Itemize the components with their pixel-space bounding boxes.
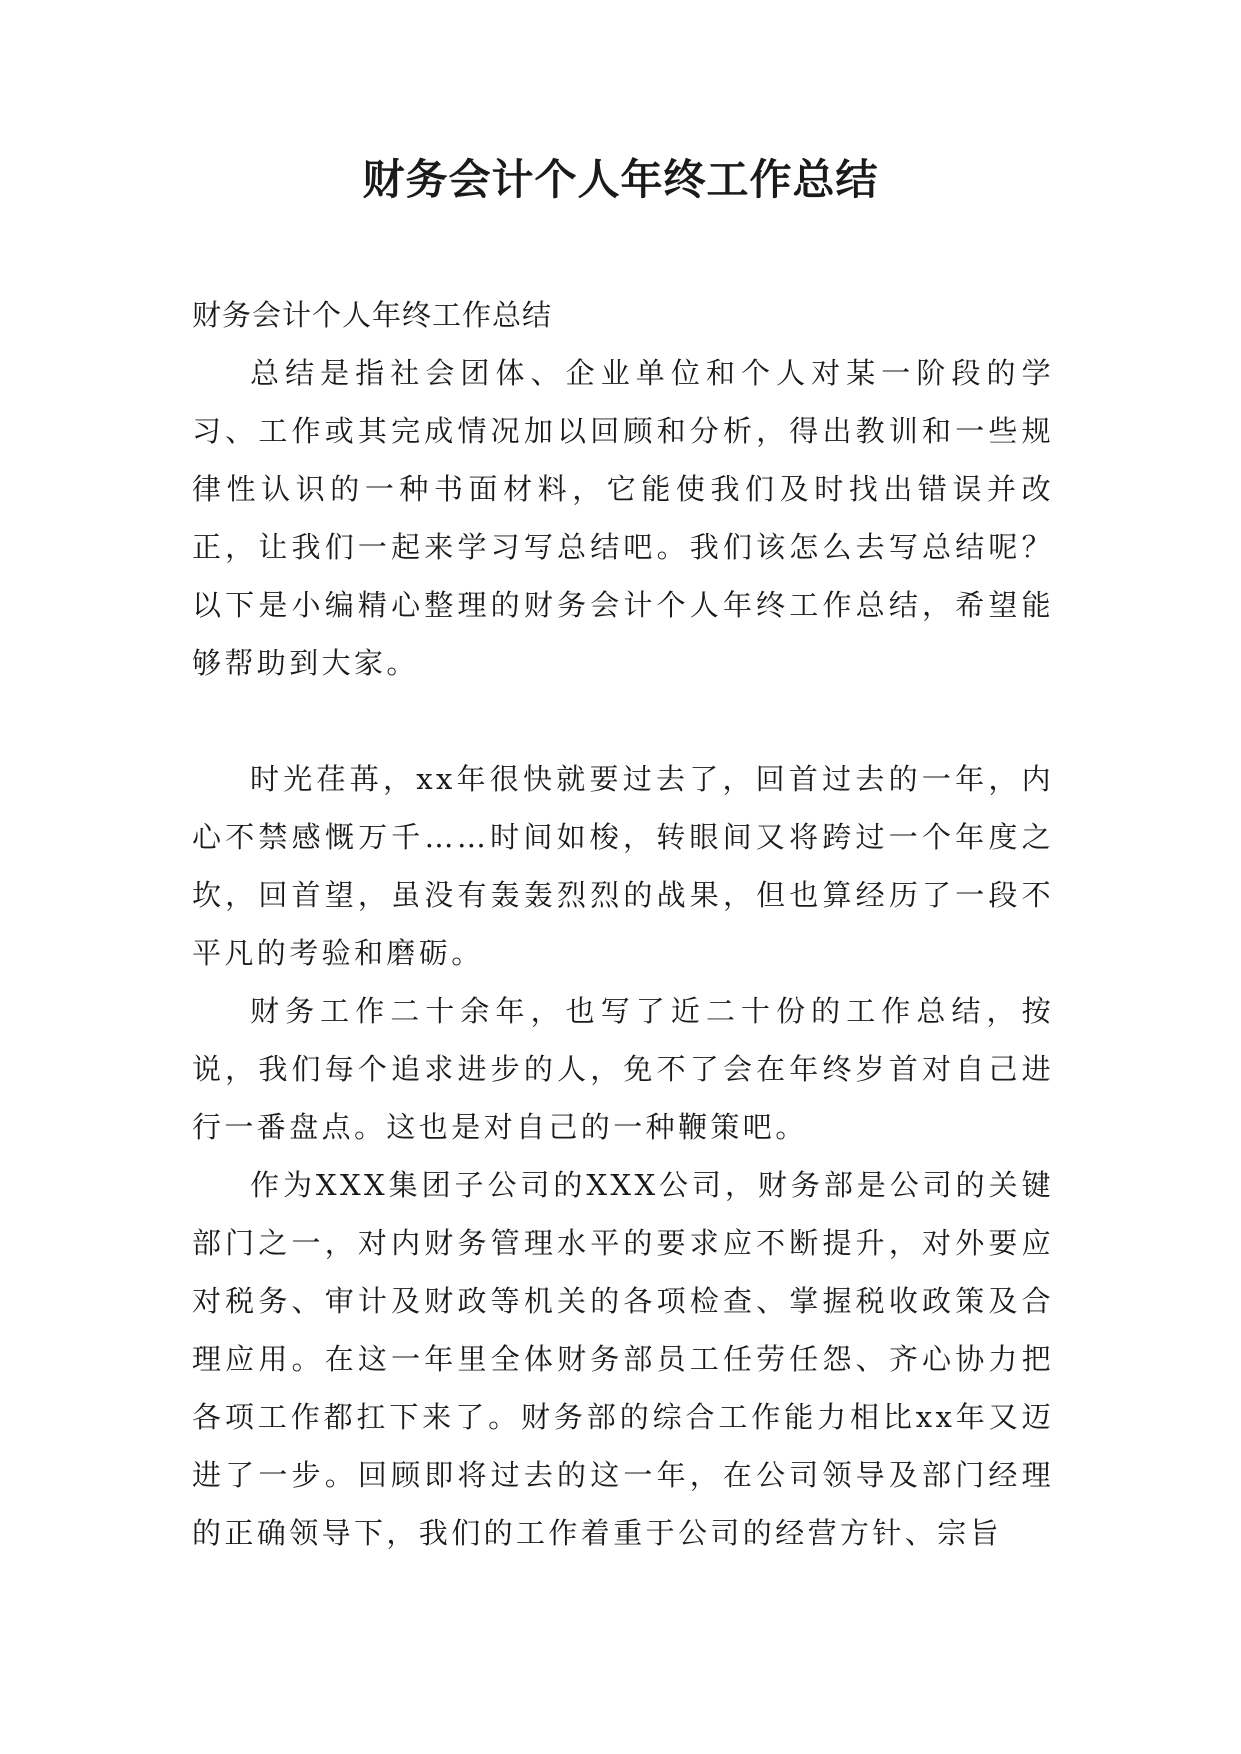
document-title: 财务会计个人年终工作总结 <box>362 155 879 204</box>
paragraph-experience: 财务工作二十余年，也写了近二十份的工作总结，按说，我们每个追求进步的人，免不了会在年终岁首对自己进行一番盘点。这也是对自己的一种鞭策吧。 <box>192 994 1054 1144</box>
paragraph-intro: 总结是指社会团体、企业单位和个人对某一阶段的学习、工作或其完成情况加以回顾和分析，得出教训和一些规律性认识的一种书面材料，它能使我们及时找出错误并改正，让我们一起来学习写总结吧。我们该怎么去写总结呢？以下是小编精心整理的财务会计个人年终工作总结，希望能够帮助到大家。 <box>192 356 1054 680</box>
document-body <box>192 286 1054 1562</box>
paragraph-reflection: 时光荏苒，xx年很快就要过去了，回首过去的一年，内心不禁感慨万千……时间如梭，转眼间又将跨过一个年度之坎，回首望，虽没有轰轰烈烈的战果，但也算经历了一段不平凡的考验和磨砺。 <box>192 762 1054 970</box>
paragraph-spacer <box>192 692 1054 750</box>
document-subtitle: 财务会计个人年终工作总结 <box>192 298 553 332</box>
paragraph-department: 作为XXX集团子公司的XXX公司，财务部是公司的关键部门之一，对内财务管理水平的要求应不断提升，对外要应对税务、审计及财政等机关的各项检查、掌握税收政策及合理应用。在这一年里全体财务部员工任劳任怨、齐心协力把各项工作都扛下来了。财务部的综合工作能力相比xx年又迈进了一步。回顾即将过去的这一年，在公司领导及部门经理的正确领导下，我们的工作着重于公司的经营方针、宗旨 <box>192 1168 1054 1550</box>
